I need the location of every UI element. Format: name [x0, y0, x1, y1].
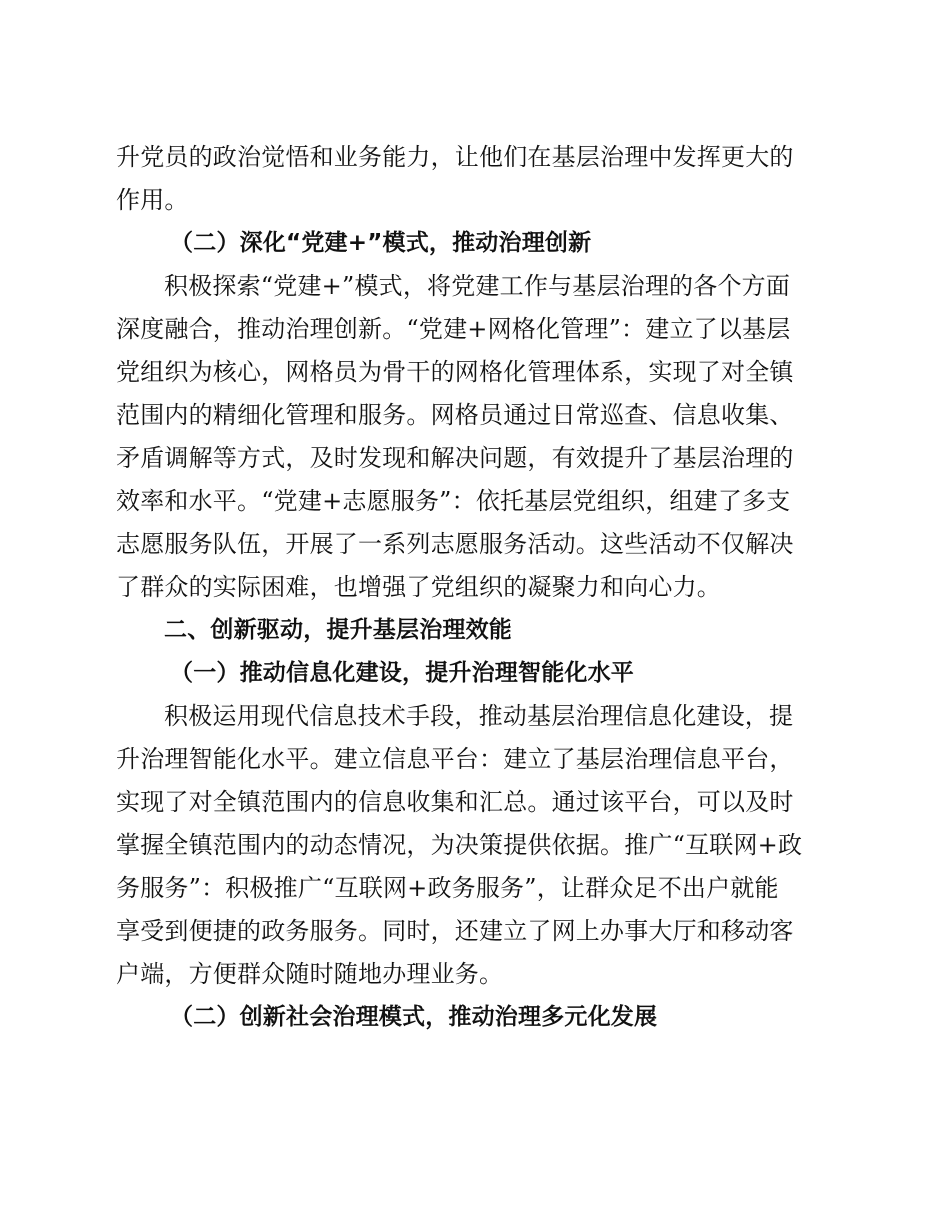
subheading-social-governance: （二）创新社会治理模式，推动治理多元化发展	[170, 1004, 658, 1030]
body-line-20: 户端，方便群众随时随地办理业务。	[116, 960, 504, 988]
body-line-11: 了群众的实际困难，也增强了党组织的凝聚力和向心力。	[116, 573, 721, 601]
document-body	[116, 136, 836, 1039]
body-line-5: 深度融合，推动治理创新。“党建+网格化管理”：建立了以基层	[116, 315, 791, 343]
body-line-19: 享受到便捷的政务服务。同时，还建立了网上办事大厅和移动客	[116, 917, 794, 945]
body-line-10: 志愿服务队伍，开展了一系列志愿服务活动。这些活动不仅解决	[116, 530, 794, 558]
body-line-7: 范围内的精细化管理和服务。网格员通过日常巡查、信息收集、	[116, 401, 794, 429]
body-line-17: 掌握全镇范围内的动态情况，为决策提供依据。推广“互联网+政	[116, 831, 803, 859]
body-line-8: 矛盾调解等方式，及时发现和解决问题，有效提升了基层治理的	[116, 444, 794, 472]
body-line-9: 效率和水平。“党建+志愿服务”：依托基层党组织，组建了多支	[116, 487, 791, 515]
body-line-14: 积极运用现代信息技术手段，推动基层治理信息化建设，提	[164, 702, 794, 730]
body-line-15: 升治理智能化水平。建立信息平台：建立了基层治理信息平台，	[116, 745, 794, 773]
body-line-1: 升党员的政治觉悟和业务能力，让他们在基层治理中发挥更大的	[116, 143, 794, 171]
section-heading-innovation-driven: 二、创新驱动，提升基层治理效能	[164, 617, 512, 643]
body-line-4: 积极探索“党建+”模式，将党建工作与基层治理的各个方面	[164, 272, 791, 300]
body-line-6: 党组织为核心，网格员为骨干的网格化管理体系，实现了对全镇	[116, 358, 794, 386]
body-line-2: 作用。	[116, 186, 189, 214]
body-line-18: 务服务”：积极推广“互联网+政务服务”，让群众足不出户就能	[116, 874, 779, 902]
subheading-deepen-party-building: （二）深化“党建+”模式，推动治理创新	[170, 230, 592, 256]
subheading-informatization: （一）推动信息化建设，提升治理智能化水平	[170, 660, 634, 686]
body-line-16: 实现了对全镇范围内的信息收集和汇总。通过该平台，可以及时	[116, 788, 794, 816]
